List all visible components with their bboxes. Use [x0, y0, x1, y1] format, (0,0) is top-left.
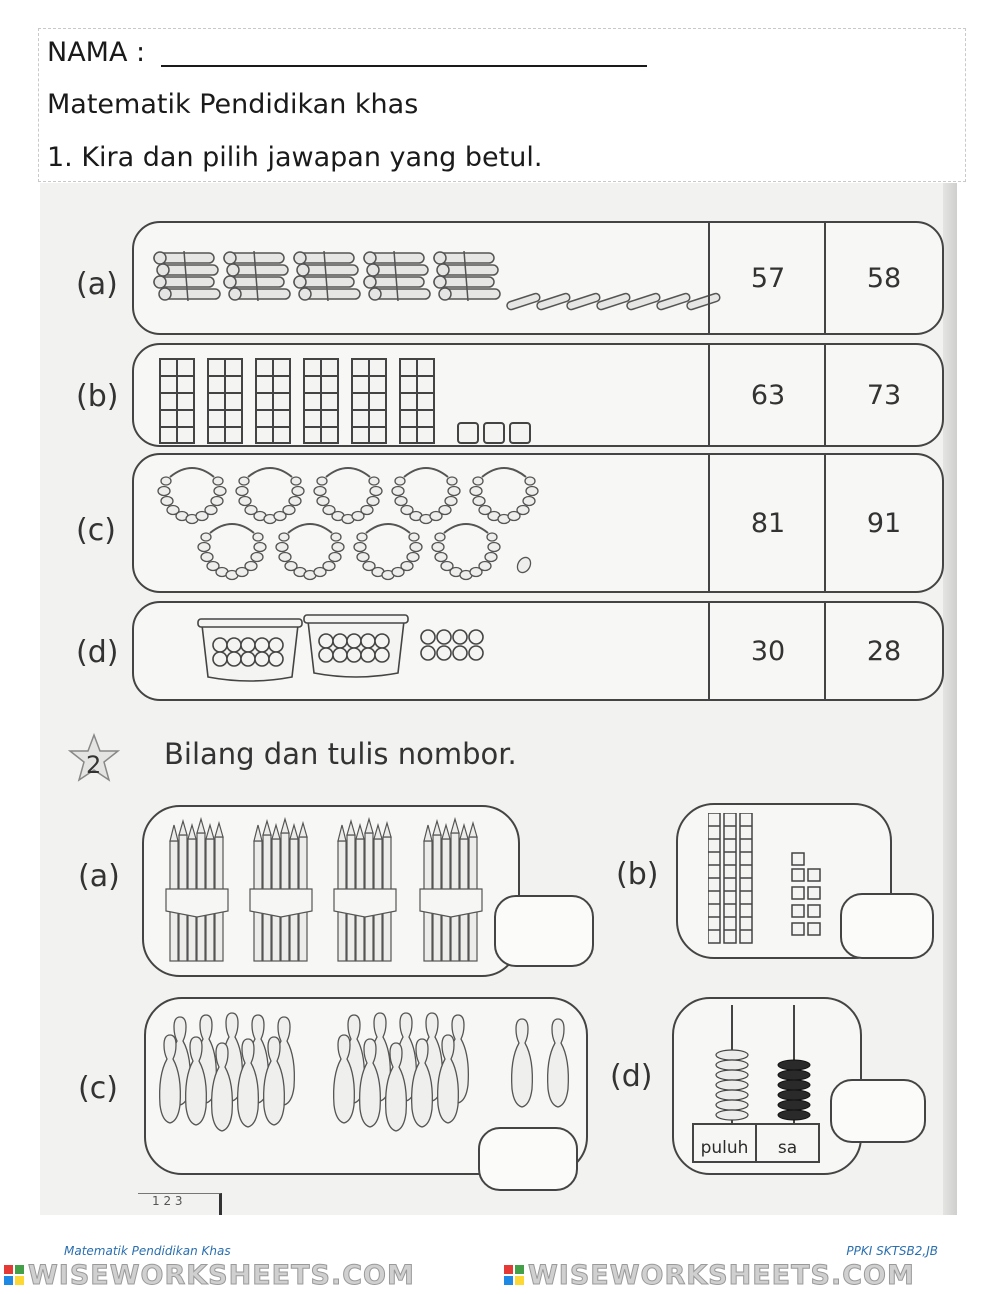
- q1-d-option-2[interactable]: 28: [824, 603, 942, 699]
- abacus-ones-label: sa: [777, 1138, 798, 1158]
- name-input-line[interactable]: [161, 65, 647, 67]
- q2-d-answer-box[interactable]: [830, 1079, 926, 1143]
- baskets-of-balls-illustration: [194, 607, 594, 701]
- q1-row-b: [132, 343, 944, 447]
- q1-row-d: [132, 601, 944, 701]
- footer-school-code: PPKI SKTSB2,JB: [846, 1244, 938, 1258]
- q2-b-answer-box[interactable]: [840, 893, 934, 959]
- instruction-text: 1. Kira dan pilih jawapan yang betul.: [47, 142, 543, 173]
- q1-row-c-label: (c): [76, 513, 116, 548]
- q1-c-option-2[interactable]: 91: [824, 455, 942, 591]
- q2-a-box: [142, 805, 520, 977]
- page-edge-shadow: [943, 183, 957, 1215]
- pencil-bundles-illustration: [158, 813, 498, 973]
- q2-b-label: (b): [616, 857, 659, 892]
- q1-row-a: [132, 221, 944, 335]
- page-number: 1 2 3: [138, 1193, 222, 1215]
- brand-name: WISEWORKSHEETS.COM: [528, 1259, 915, 1291]
- q1-row-c: [132, 453, 944, 593]
- q2-d-box: [672, 997, 862, 1175]
- q2-c-label: (c): [78, 1071, 118, 1106]
- q1-row-d-label: (d): [76, 635, 119, 670]
- abacus-base: [692, 1123, 820, 1163]
- subject-title: Matematik Pendidikan khas: [47, 89, 419, 120]
- abacus-tens-label: puluh: [694, 1125, 757, 1161]
- abacus-illustration: [694, 1005, 834, 1125]
- brand-name: WISEWORKSHEETS.COM: [28, 1259, 415, 1291]
- tens-blocks-illustration: [154, 349, 714, 447]
- bead-necklaces-illustration: [156, 457, 576, 593]
- worksheet-header: [38, 28, 966, 182]
- q1-b-option-2[interactable]: 73: [824, 345, 942, 445]
- q1-c-option-1[interactable]: 81: [708, 455, 826, 591]
- q2-d-label: (d): [610, 1059, 653, 1094]
- question2-number: 2: [86, 751, 102, 779]
- q2-a-label: (a): [78, 859, 120, 894]
- brand-logo-icon: [4, 1265, 24, 1285]
- q1-row-a-label: (a): [76, 267, 118, 302]
- q1-d-option-1[interactable]: 30: [708, 603, 826, 699]
- base-ten-columns-illustration: [708, 813, 838, 953]
- question2-title: Bilang dan tulis nombor.: [164, 737, 517, 771]
- q2-c-answer-box[interactable]: [478, 1127, 578, 1191]
- footer-subject: Matematik Pendidikan Khas: [64, 1244, 231, 1258]
- q1-a-option-1[interactable]: 57: [708, 223, 826, 333]
- brand-watermark-1: [4, 1260, 415, 1290]
- q1-b-option-1[interactable]: 63: [708, 345, 826, 445]
- brand-watermark-2: [504, 1260, 915, 1290]
- stick-bundles-illustration: [144, 225, 724, 335]
- bowling-pins-illustration: [154, 1007, 574, 1137]
- q1-row-b-label: (b): [76, 379, 119, 414]
- q2-a-answer-box[interactable]: [494, 895, 594, 967]
- brand-logo-icon: [504, 1265, 524, 1285]
- name-label: NAMA :: [47, 37, 146, 68]
- q1-a-option-2[interactable]: 58: [824, 223, 942, 333]
- worksheet-page: [40, 183, 957, 1215]
